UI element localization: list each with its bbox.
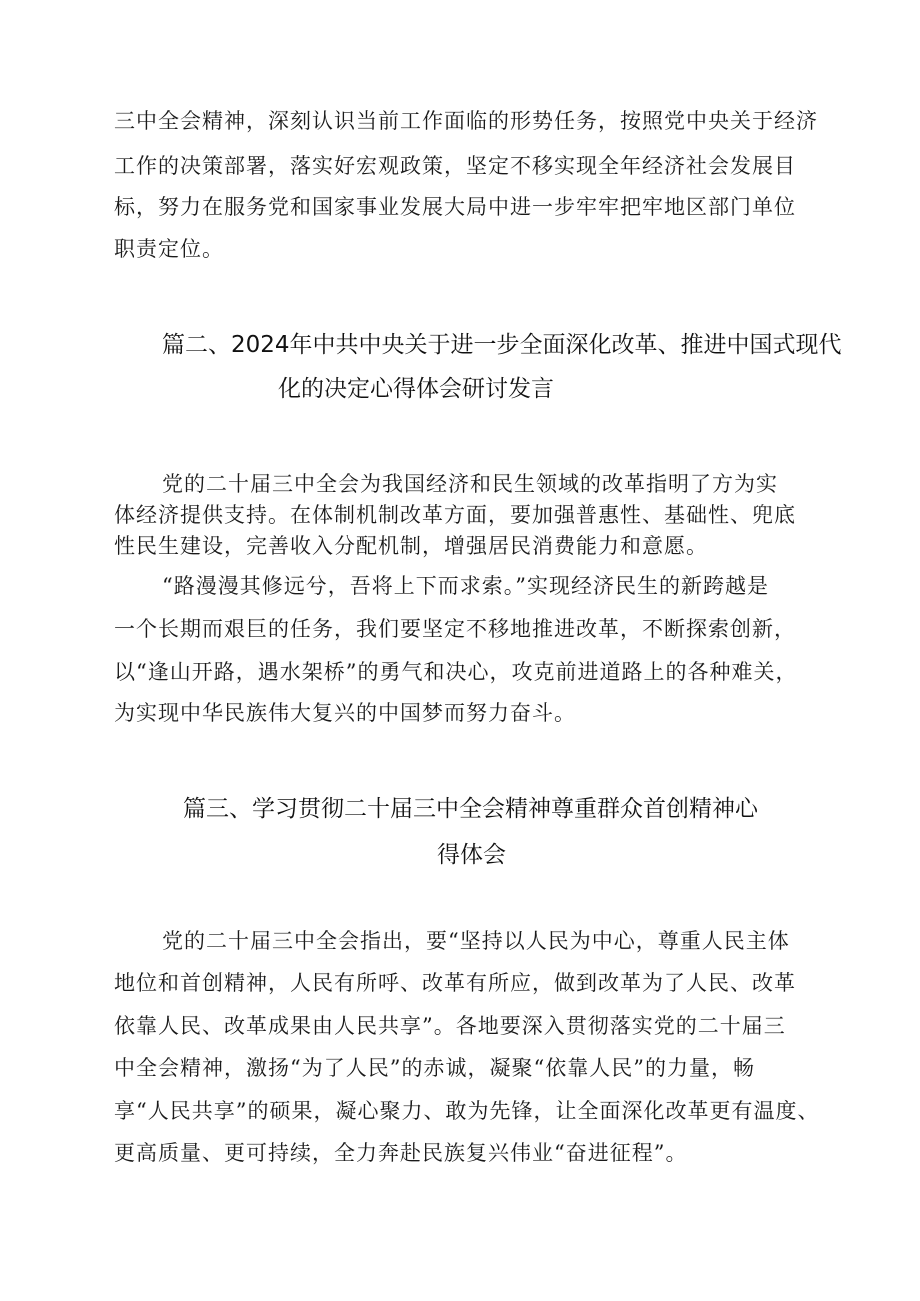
paragraph-line: 享“人民共享”的硕果，凝心聚力、敢为先锋，让全面深化改革更有温度、 xyxy=(114,1099,820,1123)
paragraph-line: 性民生建设，完善收入分配机制，增强居民消费能力和意愿。 xyxy=(114,534,708,558)
paragraph-line: 一个长期而艰巨的任务，我们要坚定不移地推进改革，不断探索创新， xyxy=(114,617,796,641)
paragraph-line: 标，努力在服务党和国家事业发展大局中进一步牢牢把牢地区部门单位 xyxy=(114,195,796,219)
paragraph-line: 体经济提供支持。在体制机制改革方面，要加强普惠性、基础性、兜底 xyxy=(114,503,796,527)
paragraph-line: 党的二十届三中全会指出，要“坚持以人民为中心，尊重人民主体 xyxy=(162,929,790,953)
paragraph-line: 为实现中华民族伟大复兴的中国梦而努力奋斗。 xyxy=(114,701,576,725)
paragraph-line: 三中全会精神，深刻认识当前工作面临的形势任务，按照党中央关于经济 xyxy=(114,109,818,133)
paragraph-line: 工作的决策部署，落实好宏观政策，坚定不移实现全年经济社会发展目 xyxy=(114,154,796,178)
paragraph-line: 党的二十届三中全会为我国经济和民生领域的改革指明了方为实 xyxy=(162,472,778,496)
paragraph-line: 依靠人民、改革成果由人民共享”。各地要深入贯彻落实党的二十届三 xyxy=(114,1014,786,1038)
section-title: 篇二、2024年中共中央关于进一步全面深化改革、推进中国式现代 xyxy=(162,332,842,358)
section-title: 篇三、学习贯彻二十届三中全会精神尊重群众首创精神心 xyxy=(183,796,758,822)
section-title: 得体会 xyxy=(437,842,506,868)
paragraph-line: 中全会精神，激扬“为了人民”的赤诚，凝聚“依靠人民”的力量，畅 xyxy=(114,1056,755,1080)
section-title: 化的决定心得体会研讨发言 xyxy=(278,376,554,402)
paragraph-line: 职责定位。 xyxy=(114,237,224,261)
paragraph-line: 地位和首创精神，人民有所呼、改革有所应，做到改革为了人民、改革 xyxy=(114,971,796,995)
paragraph-line: “路漫漫其修远兮，吾将上下而求索。”实现经济民生的新跨越是 xyxy=(162,574,769,598)
paragraph-line: 以“逢山开路，遇水架桥”的勇气和决心，攻克前进道路上的各种难关， xyxy=(114,660,798,684)
paragraph-line: 更高质量、更可持续，全力奔赴民族复兴伟业“奋进征程”。 xyxy=(114,1141,688,1165)
